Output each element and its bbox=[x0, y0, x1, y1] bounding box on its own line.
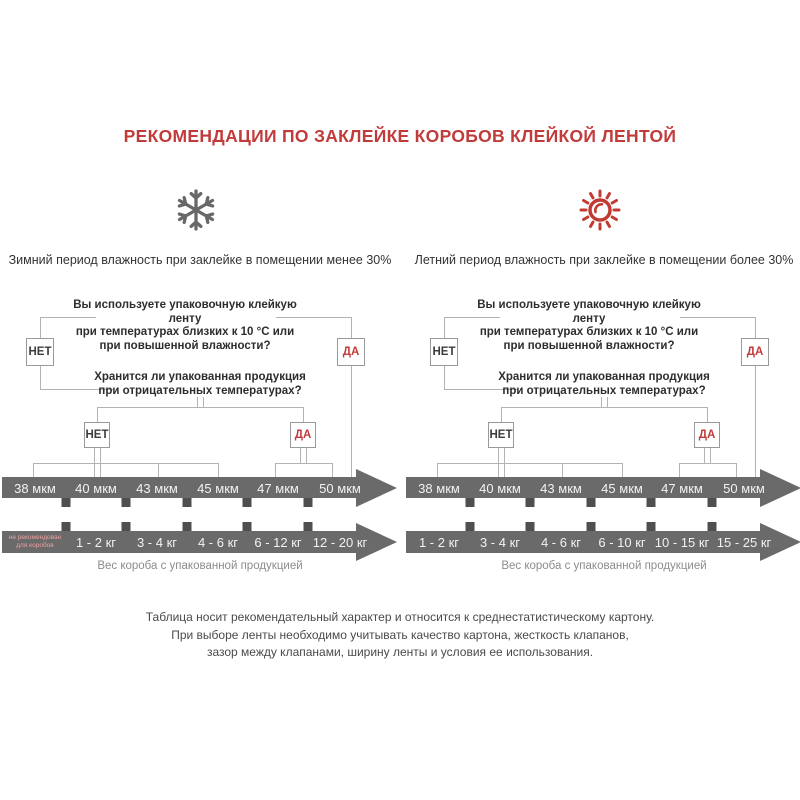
connector-line bbox=[33, 463, 34, 478]
connector-line bbox=[562, 463, 563, 478]
connector-line bbox=[679, 463, 736, 464]
connector-line bbox=[351, 366, 352, 478]
scale-tick bbox=[587, 522, 596, 531]
scale-tick bbox=[122, 498, 131, 507]
question-1-line3: при повышенной влажности? bbox=[99, 339, 271, 352]
question-1 bbox=[464, 299, 714, 353]
connector-line bbox=[97, 407, 303, 408]
footnote bbox=[0, 609, 800, 662]
yes-node-q1: ДА bbox=[337, 338, 365, 366]
connector-line bbox=[40, 366, 41, 390]
weight-label: 6 - 12 кг bbox=[254, 535, 302, 550]
connector-line bbox=[275, 463, 276, 478]
question-2 bbox=[75, 371, 325, 398]
scale-tick bbox=[243, 498, 252, 507]
no-node-q2: НЕТ bbox=[488, 422, 514, 448]
question-2-line2: при отрицательных температурах? bbox=[502, 384, 706, 397]
weight-label: 1 - 2 кг bbox=[75, 535, 117, 550]
question-2 bbox=[479, 371, 729, 398]
connector-line bbox=[303, 407, 304, 422]
scale-tick bbox=[243, 522, 252, 531]
no-node-q1: НЕТ bbox=[430, 338, 458, 366]
connector-line bbox=[755, 317, 756, 338]
connector-line bbox=[158, 463, 159, 478]
not-recommended-line2: для коробов bbox=[16, 542, 54, 549]
connector-line bbox=[679, 463, 680, 478]
connector-line bbox=[351, 317, 352, 338]
connector-line bbox=[437, 463, 622, 464]
weight-label: 1 - 2 кг bbox=[418, 535, 460, 550]
scale-tick bbox=[304, 498, 313, 507]
scale-tick bbox=[647, 498, 656, 507]
weight-label: 6 - 10 кг bbox=[598, 535, 646, 550]
micron-label: 38 мкм bbox=[14, 481, 56, 496]
connector-line bbox=[332, 463, 333, 478]
weight-scale-arrow bbox=[406, 531, 800, 553]
micron-label: 45 мкм bbox=[197, 481, 239, 496]
winter-column bbox=[0, 0, 400, 600]
connector-line bbox=[444, 317, 500, 318]
micron-label: 47 мкм bbox=[257, 481, 299, 496]
scale-tick bbox=[466, 522, 475, 531]
micron-label: 43 мкм bbox=[540, 481, 582, 496]
not-recommended-line1: не рекомендован bbox=[8, 534, 62, 541]
question-1 bbox=[60, 299, 310, 353]
no-node-q1: НЕТ bbox=[26, 338, 54, 366]
connector-line bbox=[707, 407, 708, 422]
weight-caption: Вес короба с упакованной продукцией bbox=[97, 560, 303, 572]
summer-column bbox=[404, 0, 800, 600]
micron-label: 45 мкм bbox=[601, 481, 643, 496]
micron-label: 40 мкм bbox=[479, 481, 521, 496]
micron-label: 50 мкм bbox=[319, 481, 361, 496]
weight-label: 4 - 6 кг bbox=[197, 535, 239, 550]
weight-label: 3 - 4 кг bbox=[136, 535, 178, 550]
connector-line bbox=[33, 463, 218, 464]
connector-line bbox=[501, 407, 502, 422]
scale-tick bbox=[183, 498, 192, 507]
yes-node-q2: ДА bbox=[694, 422, 720, 448]
connector-line bbox=[275, 463, 332, 464]
connector-line bbox=[40, 317, 96, 318]
question-1-line2: при температурах близких к 10 °С или bbox=[479, 326, 699, 338]
footnote-line2: При выборе ленты необходимо учитывать качество картона, жесткость клапанов, bbox=[171, 627, 629, 642]
connector-line bbox=[704, 448, 711, 464]
weight-label: 10 - 15 кг bbox=[654, 535, 710, 550]
scale-tick bbox=[647, 522, 656, 531]
yes-node-q1: ДА bbox=[741, 338, 769, 366]
question-2-line1: Хранится ли упакованная продукция bbox=[94, 371, 306, 383]
weight-caption: Вес короба с упакованной продукцией bbox=[501, 560, 707, 572]
arrow-head-icon bbox=[356, 469, 397, 507]
question-2-line1: Хранится ли упакованная продукция bbox=[498, 371, 710, 383]
yes-node-q2: ДА bbox=[290, 422, 316, 448]
footnote-line1: Таблица носит рекомендательный характер и относится к среднестатистическому картону. bbox=[145, 610, 655, 624]
weight-label: 3 - 4 кг bbox=[479, 535, 521, 550]
connector-line bbox=[736, 463, 737, 478]
arrow-head-icon bbox=[760, 469, 800, 507]
no-node-q2: НЕТ bbox=[84, 422, 110, 448]
scale-tick bbox=[183, 522, 192, 531]
micron-label: 43 мкм bbox=[136, 481, 178, 496]
scale-tick bbox=[122, 522, 131, 531]
scale-tick bbox=[526, 498, 535, 507]
scale-tick bbox=[466, 498, 475, 507]
scale-tick bbox=[526, 522, 535, 531]
connector-line bbox=[437, 463, 438, 478]
winter-period-text: Зимний период влажность при заклейке в помещении менее 30% bbox=[8, 253, 392, 267]
connector-line bbox=[197, 397, 204, 407]
scale-tick bbox=[708, 498, 717, 507]
micron-label: 50 мкм bbox=[723, 481, 765, 496]
scale-tick bbox=[62, 522, 71, 531]
connector-line bbox=[680, 317, 755, 318]
connector-line bbox=[444, 366, 445, 390]
weight-label: 4 - 6 кг bbox=[540, 535, 582, 550]
question-1-line2: при температурах близких к 10 °С или bbox=[75, 326, 295, 338]
scale-tick bbox=[62, 498, 71, 507]
question-1-line3: при повышенной влажности? bbox=[503, 339, 675, 352]
micron-label: 47 мкм bbox=[661, 481, 703, 496]
connector-line bbox=[276, 317, 351, 318]
not-recommended-note bbox=[0, 534, 72, 550]
page-title: РЕКОМЕНДАЦИИ ПО ЗАКЛЕЙКЕ КОРОБОВ КЛЕЙКОЙ ЛЕНТОЙ bbox=[123, 126, 677, 146]
connector-line bbox=[218, 463, 219, 478]
question-2-line2: при отрицательных температурах? bbox=[98, 384, 302, 397]
scale-tick bbox=[708, 522, 717, 531]
scale-tick bbox=[587, 498, 596, 507]
connector-line bbox=[622, 463, 623, 478]
connector-line bbox=[300, 448, 307, 464]
thickness-scale-arrow bbox=[2, 477, 398, 498]
scale-tick bbox=[304, 522, 313, 531]
weight-label: 12 - 20 кг bbox=[312, 535, 368, 550]
weight-scale-arrow bbox=[2, 531, 398, 553]
thickness-scale-arrow bbox=[406, 477, 800, 498]
footnote-line3: зазор между клапанами, ширину ленты и условия ее использования. bbox=[206, 645, 594, 659]
snowflake-icon bbox=[172, 186, 220, 234]
connector-line bbox=[601, 397, 608, 407]
connector-line bbox=[501, 407, 707, 408]
question-1-line1: Вы используете упаковочную клейкую ленту bbox=[477, 299, 701, 325]
connector-line bbox=[444, 317, 445, 338]
micron-label: 38 мкм bbox=[418, 481, 460, 496]
connector-line bbox=[755, 366, 756, 478]
weight-label: 15 - 25 кг bbox=[716, 535, 772, 550]
question-1-line1: Вы используете упаковочную клейкую ленту bbox=[73, 299, 297, 325]
sun-icon bbox=[576, 186, 624, 234]
connector-line bbox=[40, 317, 41, 338]
micron-label: 40 мкм bbox=[75, 481, 117, 496]
summer-period-text: Летний период влажность при заклейке в помещении более 30% bbox=[414, 253, 794, 267]
connector-line bbox=[97, 407, 98, 422]
